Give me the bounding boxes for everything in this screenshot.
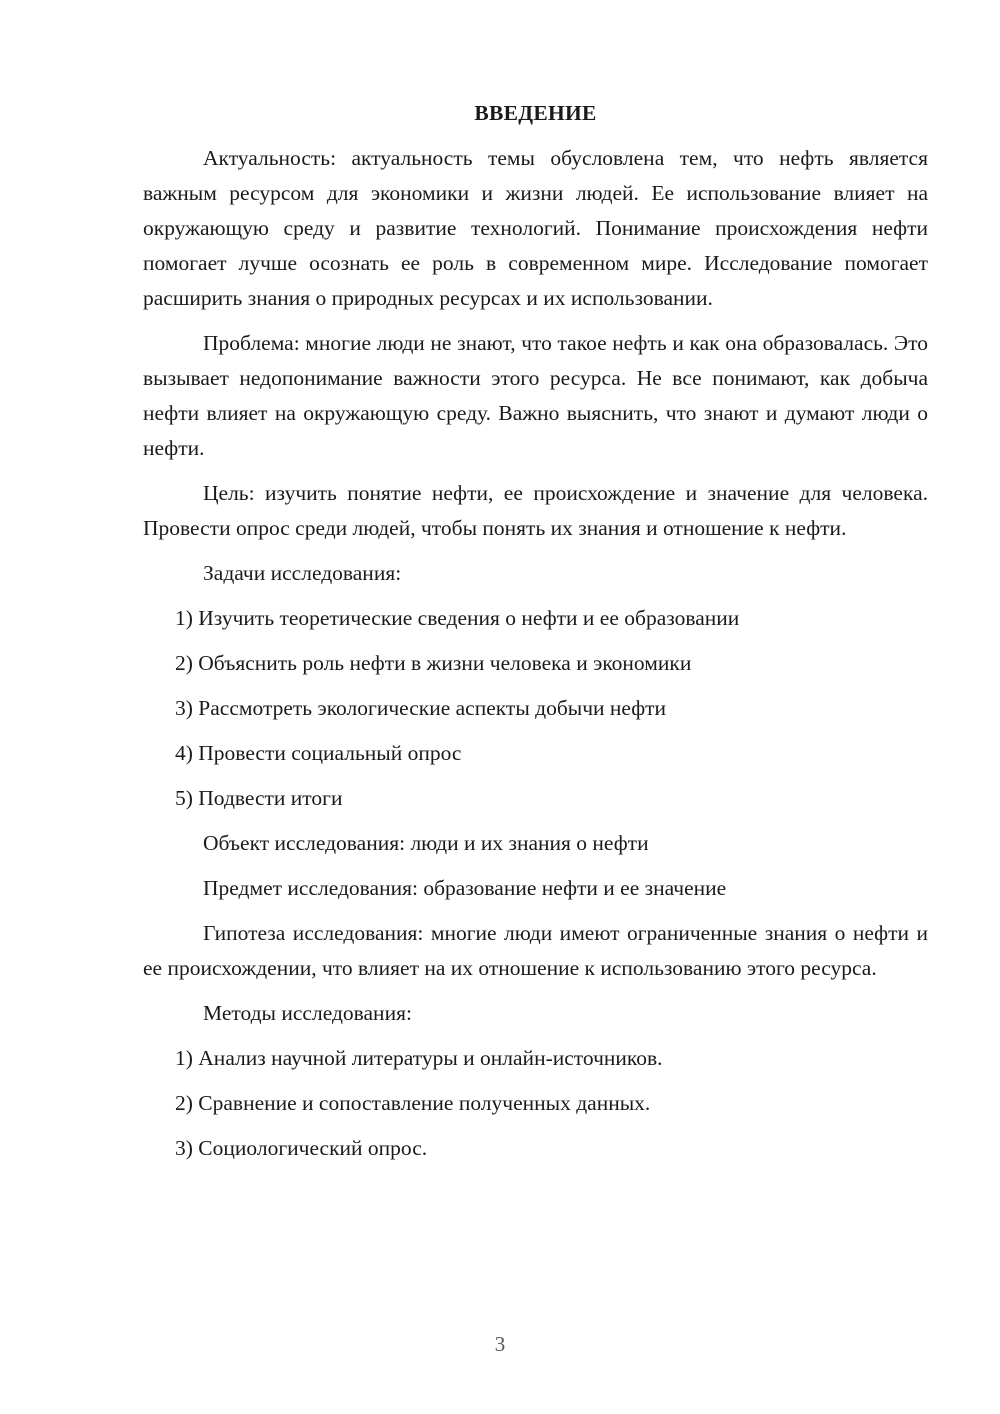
list-item: 4) Провести социальный опрос: [175, 741, 462, 765]
list-item: 1) Изучить теоретические сведения о нефти и ее образовании: [175, 606, 740, 630]
research-subject: Предмет исследования: образование нефти и ее значение: [203, 876, 727, 900]
document-body: [143, 96, 928, 1176]
research-object: Объект исследования: люди и их знания о нефти: [203, 831, 649, 855]
list-item: 1) Анализ научной литературы и онлайн-источников.: [175, 1046, 663, 1070]
list-item: 2) Объяснить роль нефти в жизни человека и экономики: [175, 651, 692, 675]
tasks-list: [143, 601, 928, 816]
page-number: 3: [494, 1332, 506, 1356]
paragraph-hypothesis: Гипотеза исследования: многие люди имеют ограниченные знания о нефти и ее происхождении, что влияет на их отношение к использованию этого ресурса.: [143, 921, 928, 980]
paragraph-relevance: Актуальность: актуальность темы обусловлена тем, что нефть является важным ресурсом для экономики и жизни людей. Ее использование влияет на окружающую среду и развитие технологий. Понимание происхождения нефти помогает лучше осознать ее роль в современном мире. Исследование помогает расширить знания о природных ресурсах и их использовании.: [143, 146, 928, 310]
section-title: ВВЕДЕНИЕ: [474, 101, 597, 125]
list-item: 3) Социологический опрос.: [175, 1136, 428, 1160]
paragraph-problem: Проблема: многие люди не знают, что такое нефть и как она образовалась. Это вызывает недопонимание важности этого ресурса. Не все понимают, как добыча нефти влияет на окружающую среду. Важно выяснить, что знают и думают люди о нефти.: [143, 331, 928, 460]
paragraph-goal: Цель: изучить понятие нефти, ее происхождение и значение для человека. Провести опрос среди людей, чтобы понять их знания и отношение к нефти.: [143, 481, 928, 540]
methods-heading: Методы исследования:: [203, 1001, 412, 1025]
tasks-heading: Задачи исследования:: [203, 561, 402, 585]
list-item: 5) Подвести итоги: [175, 786, 343, 810]
list-item: 3) Рассмотреть экологические аспекты добычи нефти: [175, 696, 667, 720]
list-item: 2) Сравнение и сопоставление полученных данных.: [175, 1091, 651, 1115]
methods-list: [143, 1041, 928, 1166]
